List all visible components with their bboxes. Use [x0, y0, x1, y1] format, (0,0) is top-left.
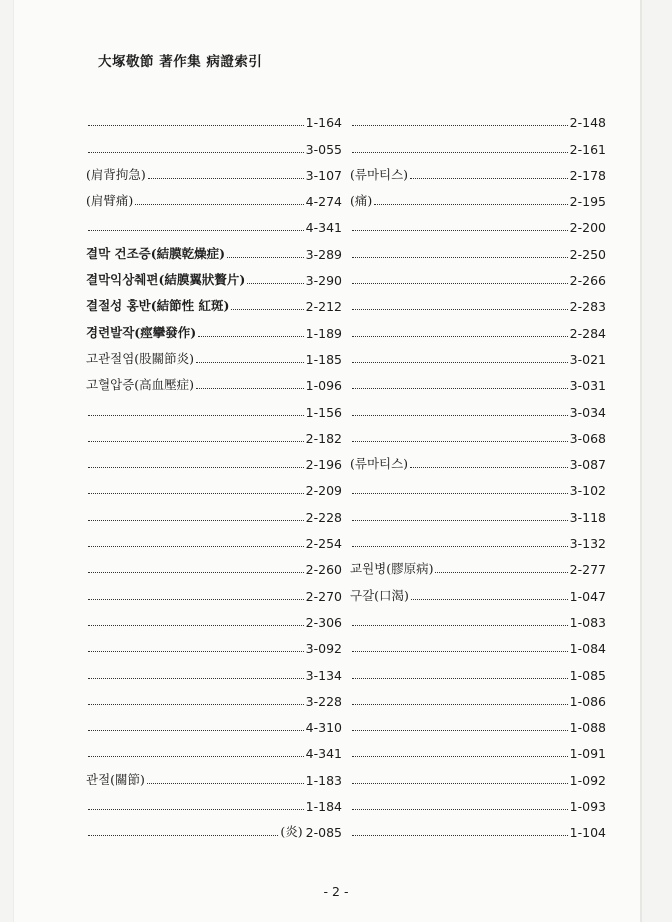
page-reference: 1-085	[569, 667, 606, 683]
dot-leader	[88, 755, 304, 757]
index-term: (炎)	[280, 824, 303, 840]
page-reference: 3-107	[305, 167, 342, 183]
index-entry	[350, 314, 606, 340]
index-term: (肩臂痛)	[86, 193, 134, 209]
index-entry	[86, 341, 342, 367]
index-entry	[350, 183, 606, 209]
page-reference: 2-228	[305, 509, 342, 525]
page-reference: 2-209	[305, 483, 342, 499]
dot-leader	[247, 282, 303, 284]
index-entry	[350, 341, 606, 367]
page-reference: 3-118	[569, 509, 606, 525]
page-reference: 2-266	[569, 273, 606, 289]
index-entry	[86, 104, 342, 130]
page-number: - 2 -	[323, 884, 349, 899]
index-entry	[86, 761, 342, 787]
page-reference: 2-161	[569, 141, 606, 157]
index-term: (肩背拘急)	[86, 166, 146, 182]
page-reference: 1-104	[569, 825, 606, 841]
dot-leader	[198, 335, 304, 337]
dot-leader	[352, 414, 568, 416]
page-reference: 1-183	[305, 772, 342, 788]
index-term: 경련발작(痙攣發作)	[86, 324, 197, 340]
page-reference: 3-055	[305, 141, 342, 157]
dot-leader	[352, 729, 568, 731]
page-reference: 2-283	[569, 299, 606, 315]
page-header: 大塚敬節 著作集 病證索引	[98, 54, 263, 70]
index-entry	[86, 551, 342, 577]
index-entry	[86, 630, 342, 656]
page-reference: 1-092	[569, 772, 606, 788]
page-reference: 2-200	[569, 220, 606, 236]
index-term: 고혈압증(高血壓症)	[86, 377, 195, 393]
index-term: 결막익상췌편(結膜翼狀贅片)	[86, 272, 246, 288]
dot-leader	[88, 834, 278, 836]
page-reference: 2-182	[305, 430, 342, 446]
index-entry	[86, 656, 342, 682]
page-reference: 1-083	[569, 614, 606, 630]
page-reference: 1-156	[305, 404, 342, 420]
index-entry	[86, 183, 342, 209]
page-reference: 2-212	[305, 299, 342, 315]
index-entry	[86, 209, 342, 235]
index-column-right	[350, 104, 606, 840]
page-reference: 2-085	[305, 825, 342, 841]
dot-leader	[352, 361, 568, 363]
page-reference: 3-134	[305, 667, 342, 683]
page-reference: 4-274	[305, 194, 342, 210]
dot-leader	[88, 519, 304, 521]
page-reference: 2-250	[569, 246, 606, 262]
page-reference: 3-102	[569, 483, 606, 499]
index-entry	[86, 604, 342, 630]
page-reference: 3-132	[569, 536, 606, 552]
index-entry	[350, 604, 606, 630]
dot-leader	[352, 387, 568, 389]
dot-leader	[352, 650, 568, 652]
dot-leader	[147, 782, 304, 784]
dot-leader	[411, 598, 568, 600]
index-entry	[86, 446, 342, 472]
page-reference: 1-185	[305, 351, 342, 367]
index-entry	[86, 814, 342, 840]
page-reference: 2-196	[305, 457, 342, 473]
page-reference: 3-068	[569, 430, 606, 446]
index-entry	[350, 157, 606, 183]
page-reference: 3-290	[305, 273, 342, 289]
dot-leader	[352, 519, 568, 521]
index-entry	[350, 209, 606, 235]
dot-leader	[88, 492, 304, 494]
index-entry	[86, 235, 342, 261]
index-term: 고관절염(股關節炎)	[86, 350, 195, 366]
index-entry	[86, 735, 342, 761]
page-reference: 1-088	[569, 720, 606, 736]
dot-leader	[88, 414, 304, 416]
index-entry	[350, 130, 606, 156]
index-entry	[350, 288, 606, 314]
index-entry	[86, 420, 342, 446]
page-reference: 3-092	[305, 641, 342, 657]
dot-leader	[352, 492, 568, 494]
index-entry	[86, 130, 342, 156]
dot-leader	[88, 808, 304, 810]
page-reference: 1-189	[305, 325, 342, 341]
page-reference: 3-228	[305, 693, 342, 709]
dot-leader	[196, 361, 304, 363]
dot-leader	[352, 256, 568, 258]
index-entry	[86, 498, 342, 524]
page-reference: 1-164	[305, 115, 342, 131]
dot-leader	[435, 571, 567, 573]
page-reference: 2-284	[569, 325, 606, 341]
index-entry	[86, 472, 342, 498]
page-reference: 3-034	[569, 404, 606, 420]
dot-leader	[135, 203, 303, 205]
index-entry	[350, 446, 606, 472]
page-reference: 1-084	[569, 641, 606, 657]
index-term: 관절(關節)	[86, 771, 145, 787]
index-entry	[86, 157, 342, 183]
page-reference: 3-289	[305, 246, 342, 262]
dot-leader	[352, 808, 568, 810]
page-reference: 1-093	[569, 799, 606, 815]
index-entry	[350, 262, 606, 288]
index-entry	[86, 393, 342, 419]
dot-leader	[227, 256, 304, 258]
dot-leader	[410, 177, 568, 179]
dot-leader	[88, 124, 304, 126]
dot-leader	[88, 677, 304, 679]
index-entry	[350, 577, 606, 603]
dot-leader	[374, 203, 567, 205]
dot-leader	[88, 440, 304, 442]
page-reference: 1-091	[569, 746, 606, 762]
dot-leader	[88, 624, 304, 626]
index-entry	[86, 788, 342, 814]
index-term: 결절성 홍반(結節性 紅斑)	[86, 298, 230, 314]
dot-leader	[196, 387, 304, 389]
dot-leader	[352, 151, 568, 153]
index-entry	[350, 788, 606, 814]
index-entry	[86, 314, 342, 340]
page-reference: 2-306	[305, 614, 342, 630]
index-entry	[350, 735, 606, 761]
dot-leader	[88, 650, 304, 652]
index-entry	[350, 393, 606, 419]
index-entry	[350, 551, 606, 577]
dot-leader	[88, 229, 304, 231]
index-entry	[86, 709, 342, 735]
dot-leader	[352, 677, 568, 679]
index-entry	[350, 472, 606, 498]
index-entry	[86, 288, 342, 314]
index-term: 교원병(膠原病)	[350, 561, 434, 577]
dot-leader	[352, 440, 568, 442]
page-reference: 2-277	[569, 562, 606, 578]
index-entry	[350, 709, 606, 735]
index-entry	[86, 262, 342, 288]
dot-leader	[352, 229, 568, 231]
dot-leader	[410, 466, 568, 468]
index-entry	[86, 577, 342, 603]
page-reference: 1-184	[305, 799, 342, 815]
dot-leader	[352, 308, 568, 310]
index-term: 구갈(口渴)	[350, 587, 409, 603]
page-reference: 4-341	[305, 746, 342, 762]
page-reference: 2-195	[569, 194, 606, 210]
page-reference: 4-341	[305, 220, 342, 236]
dot-leader	[352, 782, 568, 784]
dot-leader	[352, 755, 568, 757]
index-entry	[350, 420, 606, 446]
index-entry	[350, 656, 606, 682]
dot-leader	[88, 151, 304, 153]
dot-leader	[352, 624, 568, 626]
page-reference: 2-260	[305, 562, 342, 578]
dot-leader	[352, 834, 568, 836]
index-term: (痛)	[350, 193, 373, 209]
index-column-left	[86, 104, 342, 840]
index-entry	[350, 104, 606, 130]
page-reference: 3-087	[569, 457, 606, 473]
page-reference: 2-178	[569, 167, 606, 183]
dot-leader	[88, 703, 304, 705]
dot-leader	[352, 545, 568, 547]
dot-leader	[352, 282, 568, 284]
dot-leader	[88, 466, 304, 468]
page-reference: 2-148	[569, 115, 606, 131]
index-entry	[350, 630, 606, 656]
index-entry	[350, 498, 606, 524]
index-entry	[350, 814, 606, 840]
index-entry	[86, 683, 342, 709]
index-entry	[86, 367, 342, 393]
page-reference: 2-270	[305, 588, 342, 604]
dot-leader	[88, 598, 304, 600]
index-term: (류마티스)	[350, 166, 409, 182]
index-entry	[350, 367, 606, 393]
index-entry	[350, 235, 606, 261]
page-reference: 1-047	[569, 588, 606, 604]
dot-leader	[88, 729, 304, 731]
dot-leader	[352, 335, 568, 337]
dot-leader	[88, 571, 304, 573]
page-reference: 1-096	[305, 378, 342, 394]
index-entry	[86, 525, 342, 551]
index-entry	[350, 761, 606, 787]
index-entry	[350, 683, 606, 709]
page-reference: 2-254	[305, 536, 342, 552]
dot-leader	[148, 177, 304, 179]
page-reference: 1-086	[569, 693, 606, 709]
page-reference: 4-310	[305, 720, 342, 736]
page-reference: 3-021	[569, 351, 606, 367]
dot-leader	[231, 308, 303, 310]
dot-leader	[352, 124, 568, 126]
dot-leader	[88, 545, 304, 547]
dot-leader	[352, 703, 568, 705]
index-entry	[350, 525, 606, 551]
index-term: 결막 건조증(結膜乾燥症)	[86, 245, 226, 261]
page-reference: 3-031	[569, 378, 606, 394]
index-term: (류마티스)	[350, 456, 409, 472]
